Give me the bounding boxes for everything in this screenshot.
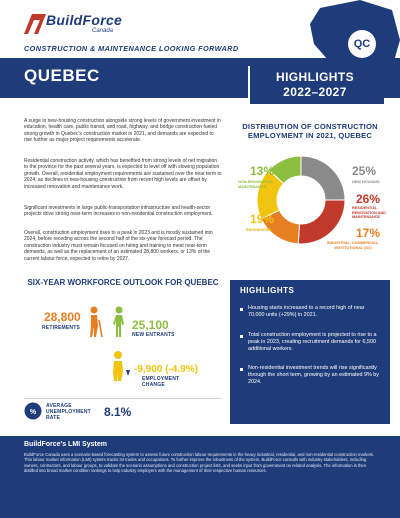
- donut-slice-1: [298, 200, 345, 244]
- unemp-value: 8.1%: [104, 405, 132, 419]
- pct-renovation: 26%: [356, 192, 381, 206]
- cat-ici: INDUSTRIAL, COMMERCIAL, INSTITUTIONAL (ICI): [326, 241, 380, 250]
- footer-band: [0, 436, 400, 518]
- svg-text:%: %: [29, 409, 37, 416]
- pct-non-residential: 13%: [250, 164, 275, 178]
- tagline: CONSTRUCTION & MAINTENANCE LOOKING FORWARD: [24, 44, 239, 53]
- employment-change-icon: [106, 350, 132, 382]
- new-entrant-icon: [110, 306, 128, 338]
- outlook-title: SIX-YEAR WORKFORCE OUTLOOK FOR QUEBEC: [27, 278, 219, 287]
- bullet-dot-2: [240, 335, 243, 338]
- unemployment-rate-icon: [24, 402, 42, 420]
- cat-renovation: RESIDENTIAL RENOVATION AND MAINTENANCE: [352, 206, 386, 220]
- change-label-1: EMPLOYMENT: [142, 376, 180, 382]
- footer-text: BuildForce Canada uses a scenario-based forecasting system to assess future construction labour requirements in the heavy industrial, residential, and non-residential construction markets. This labour market information (LMI) system tracks 34 trades and occupations. To further improve the robustness of the system, BuildForce consults with industry stakeholders, including owners, contractors, and labour groups, to validate the scenario assumptions and construction project lists, and seeks input from government on related analysis. The information is then distilled into broad market condition rankings to help industry employers with the management of their respective human resources.: [24, 452, 375, 473]
- paragraph-3: Significant investments in large public-transportation infrastructure and health-sector projects drive strong near-term increases in non-residential construction employment.: [24, 205, 213, 218]
- bullet-dot-3: [240, 368, 243, 371]
- qc-badge: QC: [353, 38, 371, 50]
- highlights-heading: HIGHLIGHTS: [276, 70, 354, 84]
- pct-engineering: 19%: [250, 212, 275, 226]
- cat-engineering: ENGINEERING: [246, 228, 273, 232]
- pct-new-housing: 25%: [352, 164, 377, 178]
- unemp-label-2: UNEMPLOYMENT: [46, 409, 91, 415]
- entrants-value: 25,100: [132, 318, 169, 332]
- cat-non-residential: NON-RESIDENTIAL MAINTENANCE: [238, 180, 273, 189]
- highlight-bullet-3: Non-residential investment trends will rise significantly through the short term, growing by an estimated 9% by 2024.: [248, 365, 379, 385]
- logo-sub: Canada: [92, 28, 114, 34]
- paragraph-2: Residential construction activity, which has benefited from strong levels of net migration to the province for the past several years, is expected to level off with slowing population growth. Overall, residential employment requirements are sustained over the near term to 2024, as declines in new-housing construction from recent high levels are offset by increased renovation and maintenance work.: [24, 158, 222, 190]
- unemp-label-1: AVERAGE: [46, 403, 72, 409]
- unemp-label-3: RATE: [46, 415, 61, 421]
- buildforce-logo-icon: [24, 12, 46, 34]
- paragraph-4: Overall, construction employment rises to a peak in 2023 and is mostly sustained into 2024, before receding across the second half of the six-year forecast period. The construction industry must remain focused on hiring and training to meet near-term demands, as well as the replacement of an estimated 28,800 workers, or 13% of the current labour force, expected to retire by 2027.: [24, 230, 213, 262]
- retirements-label: RETIREMENTS: [42, 325, 81, 331]
- highlight-bullet-2: Total construction employment is projected to rise to a peak in 2023, creating recruitment demands for 6,500 additional workers.: [248, 332, 377, 352]
- footer-title: BuildForce's LMI System: [24, 441, 107, 448]
- section-divider: [24, 398, 222, 399]
- change-value: -9,900 (-4.9%): [134, 364, 198, 375]
- paragraph-1: A surge in new-housing construction alongside strong levels of government investment in education, health care, public transit, and road, highway, and bridge construction fueled strong growth in Quebec's construction market in 2021, and demands are expected to rise further as major project requirements accelerate.: [24, 118, 221, 144]
- change-label-2: CHANGE: [142, 382, 165, 388]
- chart-title: DISTRIBUTION OF CONSTRUCTION EMPLOYMENT IN 2021, QUEBEC: [242, 122, 378, 140]
- entrants-label: NEW ENTRANTS: [132, 332, 175, 338]
- pct-ici: 17%: [356, 226, 381, 240]
- highlight-bullet-1: Housing starts increased to a record high of near 70,000 units (+29%) in 2021.: [248, 305, 365, 318]
- cat-new-housing: NEW HOUSING: [352, 180, 380, 184]
- donut-slice-0: [301, 156, 345, 200]
- bullet-dot-1: [240, 308, 243, 311]
- retiree-icon: [86, 306, 104, 338]
- logo-main: BuildForce: [46, 12, 123, 28]
- highlights-box-title: HIGHLIGHTS: [240, 286, 295, 295]
- page-title: QUEBEC: [24, 66, 100, 85]
- highlights-years: 2022–2027: [283, 85, 347, 99]
- retirements-value: 28,800: [44, 310, 81, 324]
